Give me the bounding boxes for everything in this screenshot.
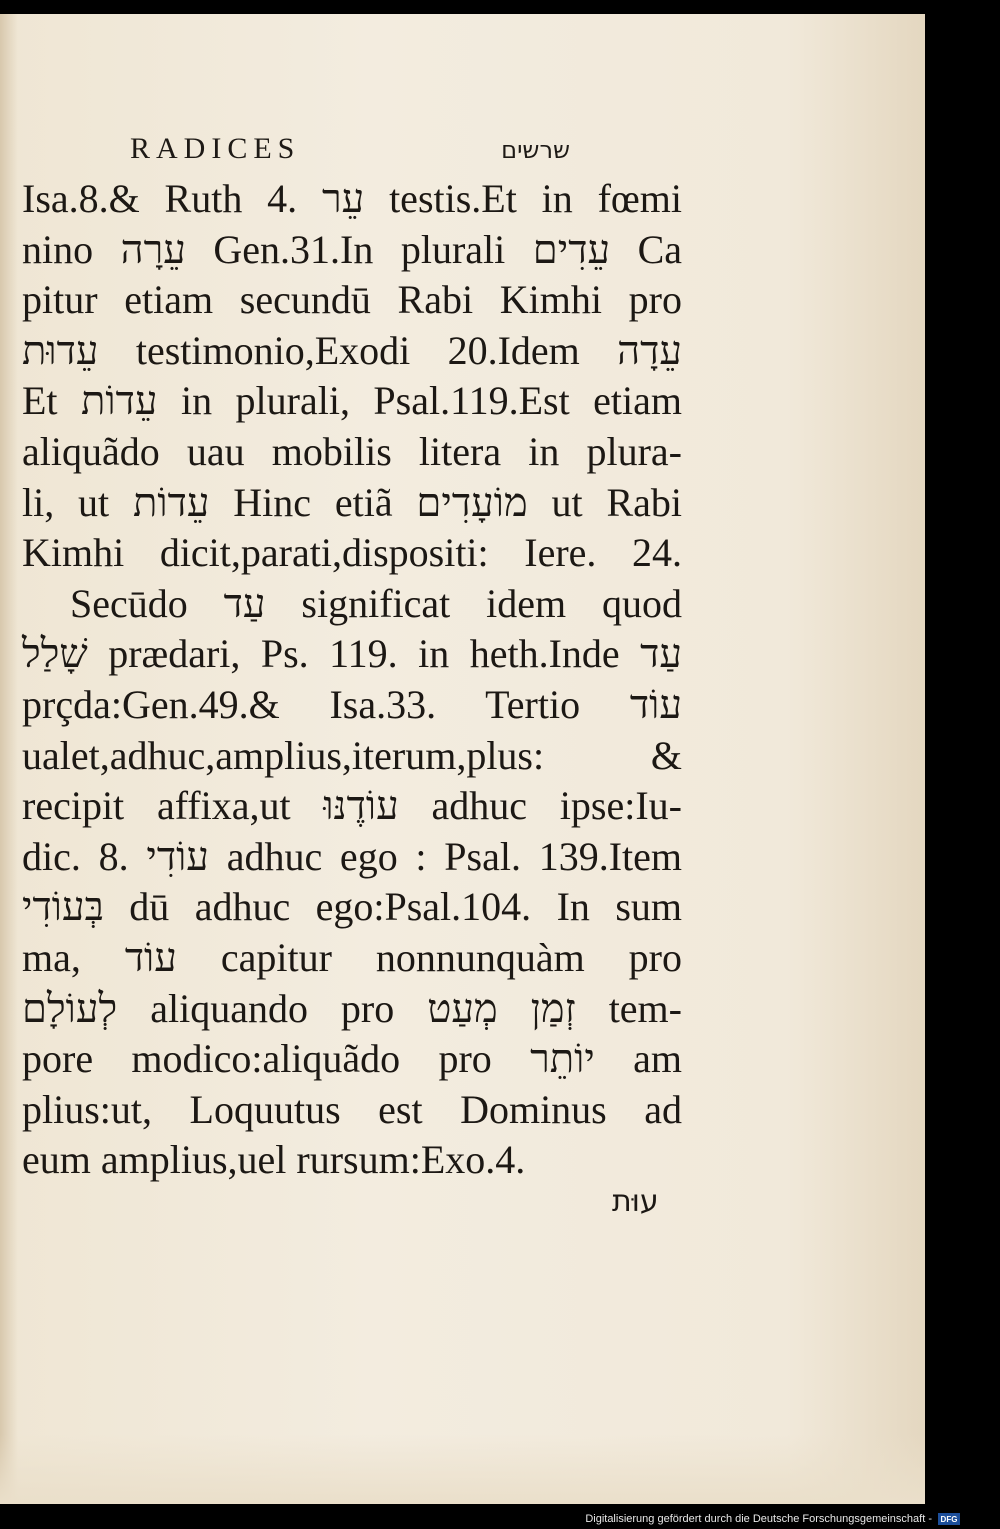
text-line: שָׁלַל prædari, Ps. 119. in heth.Inde עַד	[22, 631, 682, 677]
text-line: plius:ut, Loquutus est Dominus ad	[22, 1086, 682, 1132]
running-head	[130, 132, 570, 172]
text-line: Secūdo עַד significat idem quod	[70, 580, 682, 626]
running-head-hebrew: שרשים	[501, 136, 570, 164]
book-page	[0, 14, 925, 1504]
credit-text: Digitalisierung gefördert durch die Deutsche Forschungsgemeinschaft -	[585, 1513, 932, 1525]
text-line: dic. 8. עוֹדִי adhuc ego : Psal. 139.Item	[22, 833, 682, 879]
text-line: aliquãdo uau mobilis litera in plura-	[22, 428, 682, 474]
text-line: pitur etiam secundū Rabi Kimhi pro	[22, 277, 682, 323]
text-line: ualet,adhuc,amplius,iterum,plus: &	[22, 732, 682, 778]
page-gutter-shade	[0, 14, 18, 1504]
running-head-latin: RADICES	[130, 132, 301, 165]
dfg-logo-icon: DFG	[938, 1513, 960, 1525]
text-line: ma, עוֹד capitur nonnunquàm pro	[22, 934, 682, 980]
text-line: לְעוֹלָם aliquando pro זְמַן מְעַט tem-	[22, 985, 682, 1031]
text-line: בְּעוֹדִי dū adhuc ego:Psal.104. In sum	[22, 884, 682, 930]
text-line: עֵדוּת testimonio,Exodi 20.Idem עֵדָה	[22, 327, 682, 373]
digitization-credit	[585, 1509, 960, 1529]
text-line: Et עֵדוֹת in plurali, Psal.119.Est etiam	[22, 378, 682, 424]
text-line: prçda:Gen.49.& Isa.33. Tertio עוֹד	[22, 681, 682, 727]
text-line: recipit affixa,ut עוֹדֶנּוּ adhuc ipse:Iu-	[22, 783, 682, 829]
text-line: Isa.8.& Ruth 4. עֵר testis.Et in fœmi	[22, 176, 682, 221]
text-line: eum amplius,uel rursum:Exo.4.	[22, 1137, 526, 1183]
page-bottom-shade	[0, 1434, 925, 1504]
text-line: nino עֵרָה Gen.31.In plurali עֵדִים Ca	[22, 226, 682, 272]
text-line: pore modico:aliquãdo pro יוֹתֵר am	[22, 1036, 682, 1082]
catchword: עוּת	[612, 1184, 659, 1219]
main-text-block	[22, 174, 682, 1186]
text-line: li, ut עֵדוֹת Hinc etiã מוֹעָדִים ut Rabi	[22, 479, 682, 525]
text-line: Kimhi dicit,parati,dispositi: Iere. 24.	[22, 530, 682, 576]
